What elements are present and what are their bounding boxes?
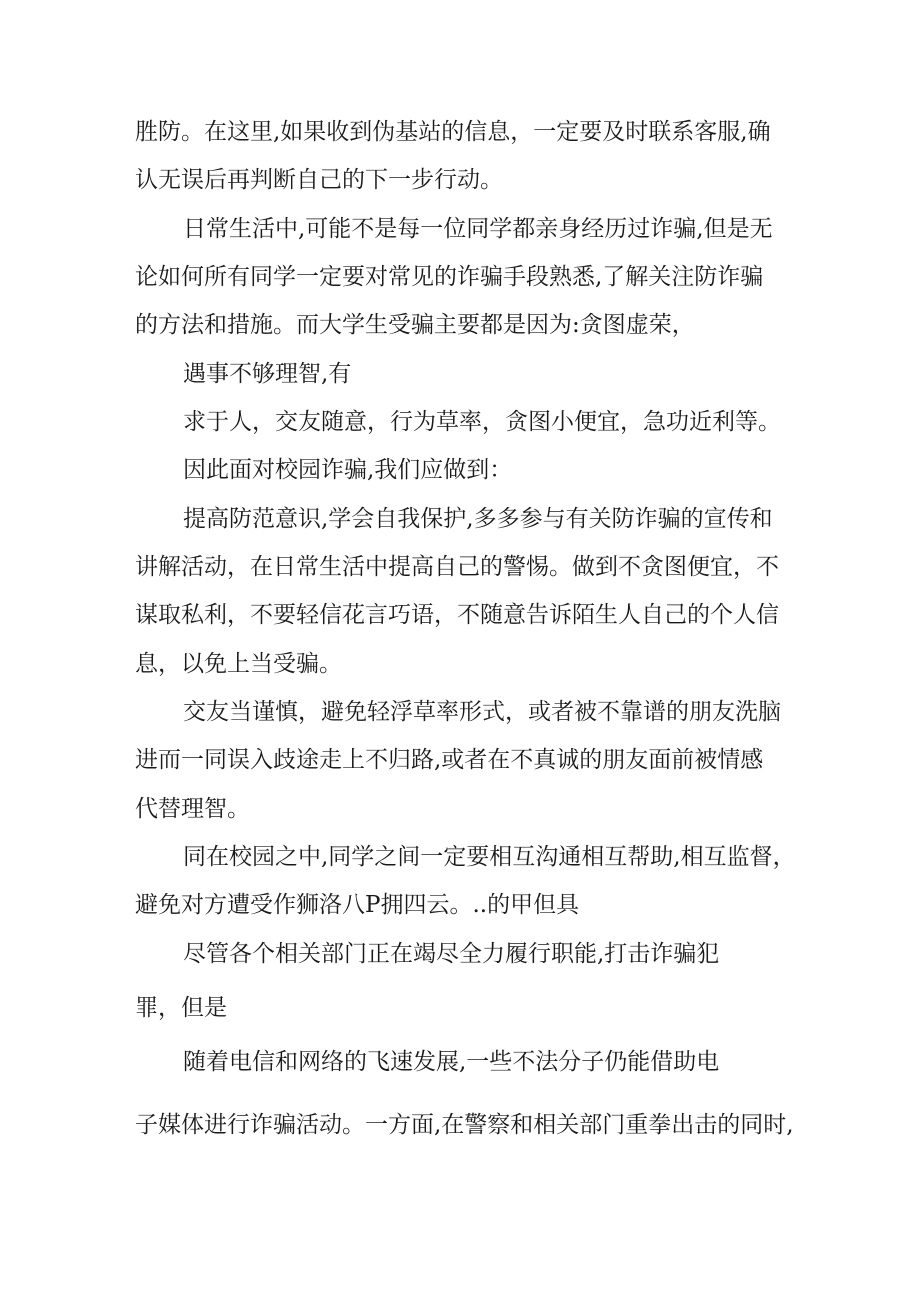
text-line: 子媒体进行诈骗活动。一方面,在警察和相关部门重拳出击的同时,	[135, 1112, 794, 1138]
text-line: 因此面对校园诈骗,我们应做到：	[183, 457, 513, 483]
text-line: 日常生活中,可能不是每一位同学都亲身经历过诈骗,但是无	[183, 216, 773, 242]
text-line: 提高防范意识,学会自我保护,多多参与有关防诈骗的宣传和	[183, 506, 773, 532]
text-line: 的方法和措施。而大学生受骗主要都是因为:贪图虚荣，	[135, 312, 695, 338]
text-line: 胜防。在这里,如果收到伪基站的信息，一定要及时联系客服,确	[135, 119, 771, 145]
text-line: 随着电信和网络的飞速发展,一些不法分子仍能借助电	[183, 1049, 720, 1075]
text-line: 认无误后再判断自己的下一步行动。	[135, 167, 503, 193]
text-line: 尽管各个相关部门正在竭尽全力履行职能,打击诈骗犯	[183, 941, 720, 967]
text-line: 求于人，交友随意，行为草率，贪图小便宜，急功近利等。	[183, 409, 781, 435]
text-line: 遇事不够理智,有	[183, 361, 352, 387]
text-line: 进而一同误入歧途走上不归路,或者在不真诚的朋友面前被情感	[135, 747, 764, 773]
text-line: 避免对方遭受作狮洛八P拥四云。..的甲但具	[135, 892, 580, 918]
text-line: 讲解活动，在日常生活中提高自己的警惕。做到不贪图便宜，不	[135, 554, 779, 580]
text-line: 谋取私利，不要轻信花言巧语，不随意告诉陌生人自己的个人信	[135, 602, 779, 628]
text-line: 交友当谨慎，避免轻浮草率形式，或者被不靠谱的朋友洗脑	[183, 699, 781, 725]
text-line: 同在校园之中,同学之间一定要相互沟通相互帮助,相互监督，	[183, 844, 796, 870]
text-line: 罪，但是	[135, 995, 227, 1021]
text-line: 论如何所有同学一定要对常见的诈骗手段熟悉,了解关注防诈骗	[135, 264, 764, 290]
text-line: 息，以免上当受骗。	[135, 651, 342, 677]
text-line: 代替理智。	[135, 796, 250, 822]
